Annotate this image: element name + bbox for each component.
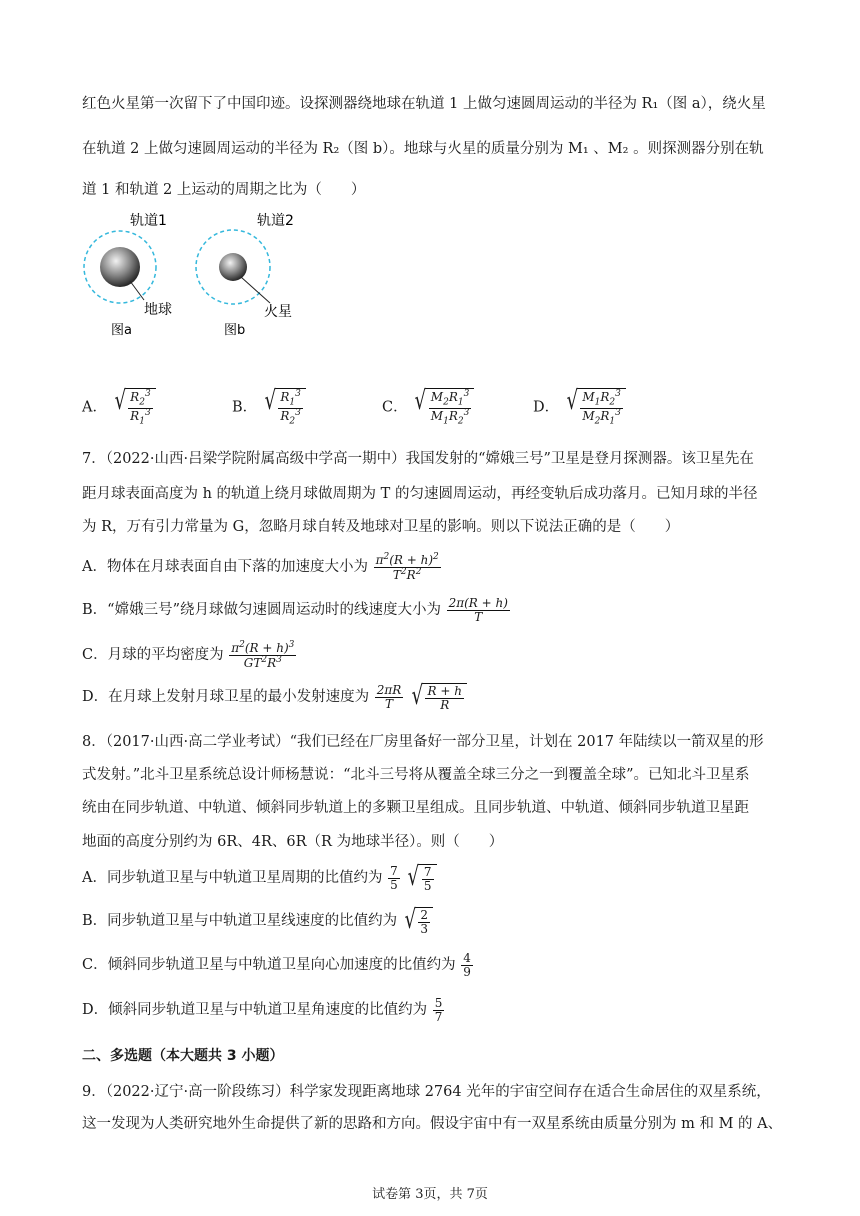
orbit1-label: 轨道1 — [130, 213, 167, 229]
q7-option-a[interactable]: A．物体在月球表面自由下落的加速度大小为 $\frac{\pi^2(R + h)^2}{T^2R^2}$ — [82, 552, 439, 582]
q8-option-c[interactable]: C．倾斜同步轨道卫星与中轨道卫星向心加速度的比值约为 $\frac{4}{9}$ — [82, 951, 471, 979]
mars-ball — [219, 253, 247, 281]
q6-line3: 道 1 和轨道 2 上运动的周期之比为（ ） — [82, 182, 366, 198]
q9-line1: 9．（2022·辽宁·高一阶段练习）科学家发现距离地球 2764 光年的宇宙空间存在适合生命居住的双星系统， — [82, 1084, 771, 1100]
q8-option-a[interactable]: A．同步轨道卫星与中轨道卫星周期的比值约为 $\frac{7}{5}$ √ $\frac{7}{5}$ — [82, 864, 437, 892]
orbit-figure — [78, 205, 318, 340]
earth-label: 地球 — [144, 302, 172, 318]
q8-line4: 地面的高度分别约为 6R、4R、6R（R 为地球半径）。则（ ） — [82, 834, 504, 850]
orbit2-label: 轨道2 — [257, 213, 294, 229]
fig-a-label: 图a — [111, 323, 132, 338]
q7-line1: 7．（2022·山西·吕梁学院附属高级中学高一期中）我国发射的“嫦娥三号”卫星是登月探测器。该卫星先在 — [82, 451, 754, 467]
q7-option-d[interactable]: D．在月球上发射月球卫星的最小发射速度为 $\frac{2\pi R}{T}$ √ $\frac{R + h}{R}$ — [82, 683, 467, 711]
q6-line1: 红色火星第一次留下了中国印迹。设探测器绕地球在轨道 1 上做匀速圆周运动的半径为 R₁（图 a），绕火星 — [82, 96, 766, 112]
q8-line2: 式发射。”北斗卫星系统总设计师杨慧说：“北斗三号将从覆盖全球三分之一到覆盖全球”。已知北斗卫星系 — [82, 767, 750, 783]
q8-line1: 8．（2017·山西·高二学业考试）“我们已经在厂房里备好一部分卫星，计划在 2017 年陆续以一箭双星的形 — [82, 734, 764, 750]
q6-option-d[interactable]: D． √ $\frac{M_1R_2^3}{M_2R_1^3}$ — [533, 388, 626, 427]
q6-option-a[interactable]: A． √ $\frac{R_2^3}{R_1^3}$ — [82, 388, 156, 427]
section-heading: 二、多选题（本大题共 3 小题） — [82, 1048, 284, 1064]
q6-option-c[interactable]: C． √ $\frac{M_2R_1^3}{M_1R_2^3}$ — [382, 388, 474, 427]
q8-option-b[interactable]: B．同步轨道卫星与中轨道卫星线速度的比值约为 √ $\frac{2}{3}$ — [82, 907, 433, 935]
q7-line3: 为 R，万有引力常量为 G，忽略月球自转及地球对卫星的影响。则以下说法正确的是（ ） — [82, 519, 680, 535]
q7-option-c[interactable]: C．月球的平均密度为 $\frac{\pi^2(R + h)^3}{GT^2R^3}$ — [82, 640, 295, 670]
q6-option-b[interactable]: B． √ $\frac{R_1^3}{R_2^3}$ — [232, 388, 306, 427]
fig-b-label: 图b — [224, 323, 246, 338]
earth-ball — [100, 247, 140, 287]
page-footer: 试卷第 3页，共 7页 — [372, 1187, 488, 1202]
q8-option-d[interactable]: D．倾斜同步轨道卫星与中轨道卫星角速度的比值约为 $\frac{5}{7}$ — [82, 996, 443, 1024]
q7-option-b[interactable]: B．“嫦娥三号”绕月球做匀速圆周运动时的线速度大小为 $\frac{2\pi(R + h)}{T}$ — [82, 596, 508, 624]
q7-line2: 距月球表面高度为 h 的轨道上绕月球做周期为 T 的匀速圆周运动，再经变轨后成功落月。已知月球的半径 — [82, 486, 758, 502]
q9-line2: 这一发现为人类研究地外生命提供了新的思路和方向。假设宇宙中有一双星系统由质量分别为 m 和 M 的 A、 — [82, 1116, 783, 1132]
q6-line2: 在轨道 2 上做匀速圆周运动的半径为 R₂（图 b）。地球与火星的质量分别为 M₁ 、M₂ 。则探测器分别在轨 — [82, 141, 764, 157]
q8-line3: 统由在同步轨道、中轨道、倾斜同步轨道上的多颗卫星组成。且同步轨道、中轨道、倾斜同步轨道卫星距 — [82, 800, 749, 816]
mars-label: 火星 — [264, 304, 292, 320]
